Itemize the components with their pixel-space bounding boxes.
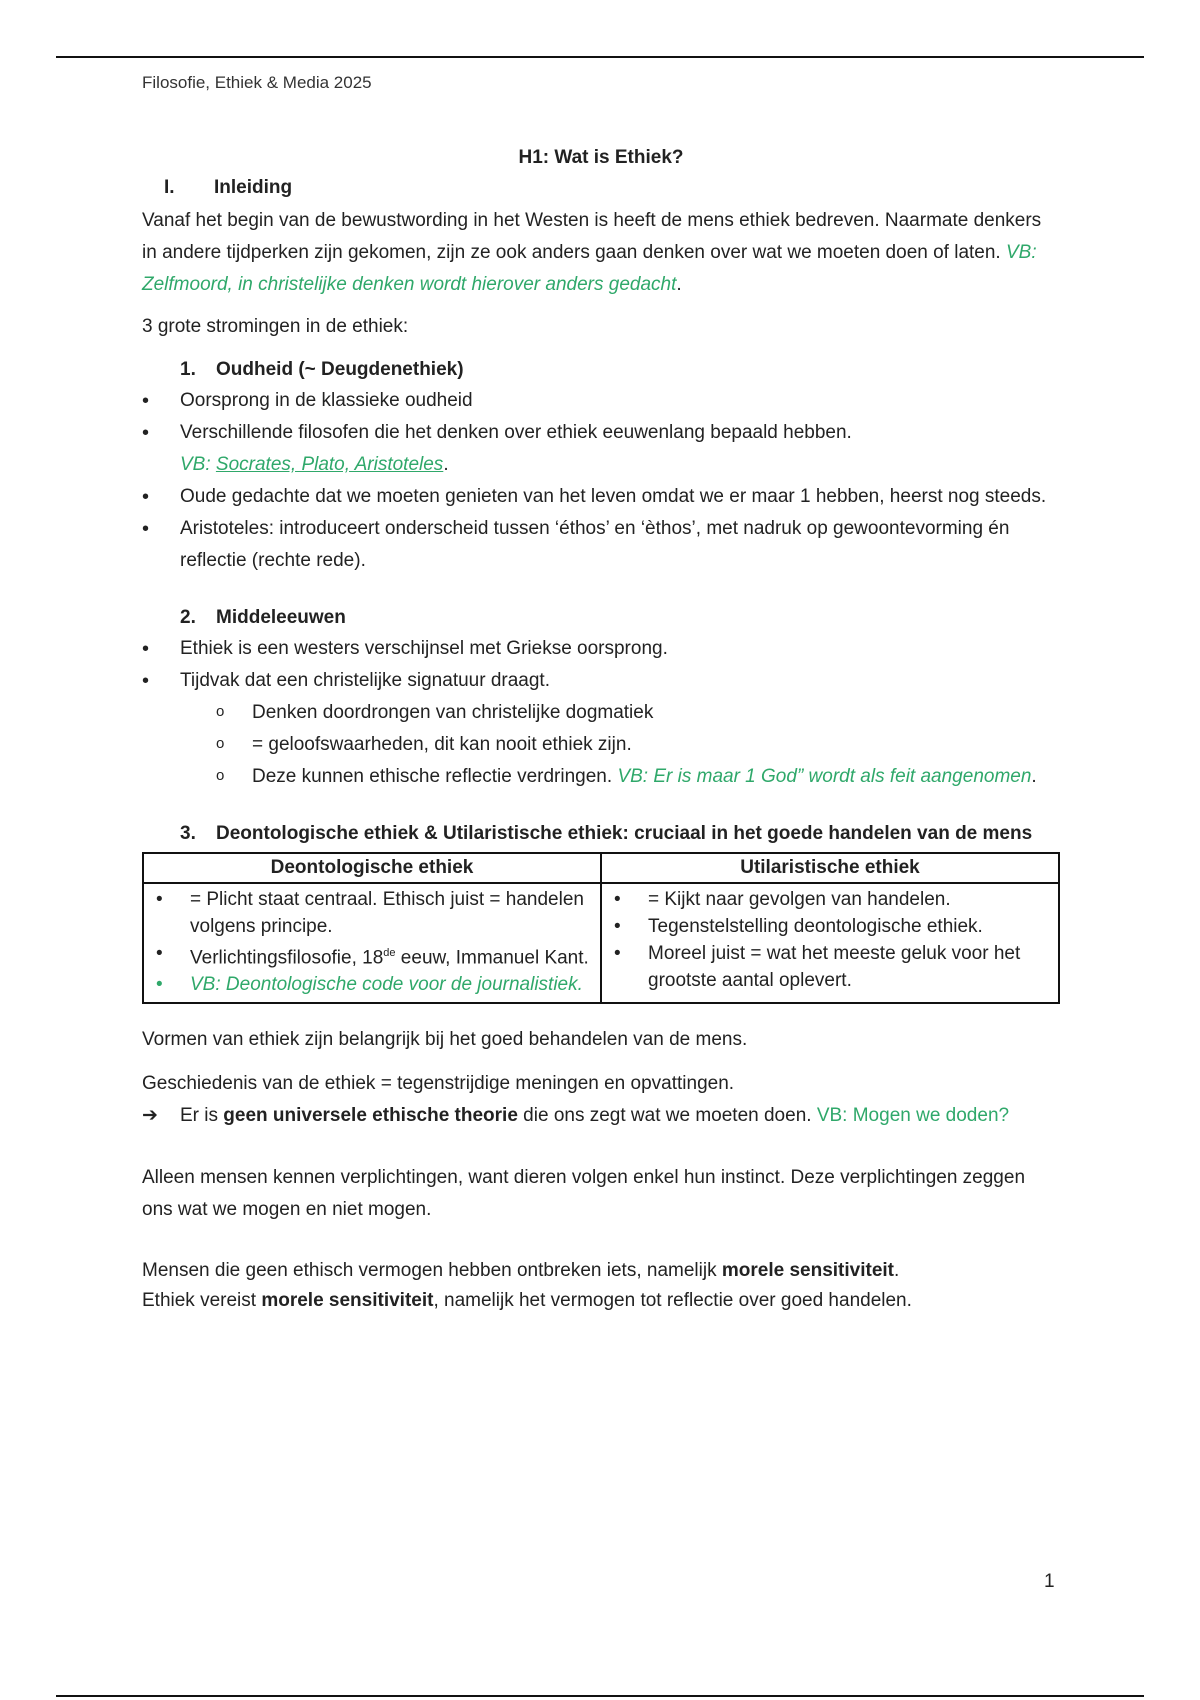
journalism-example: VB: Deontologische code voor de journalistiek. bbox=[190, 974, 583, 996]
sub-list-item bbox=[142, 761, 1060, 793]
arrow-text: Er is bbox=[180, 1105, 224, 1127]
document-body bbox=[142, 145, 1060, 1316]
utilitarian-cell bbox=[601, 883, 1059, 1003]
list-item-end: . bbox=[443, 454, 449, 475]
obligations-paragraph: Alleen mensen kennen verplichtingen, want dieren volgen enkel hun instinct. Deze verplichtingen zeggen ons wat we mogen en niet mogen. bbox=[142, 1167, 1026, 1221]
running-header: Filosofie, Ethiek & Media 2025 bbox=[142, 73, 372, 92]
footer-rule bbox=[56, 1695, 1144, 1697]
sensitivity-text: . bbox=[894, 1260, 900, 1282]
sensitivity-bold: morele sensitiviteit bbox=[261, 1290, 434, 1312]
sensitivity-text: Mensen die geen ethisch vermogen hebben ontbreken iets, namelijk bbox=[142, 1260, 722, 1282]
table-item-text: Verlichtingsfilosofie, 18 bbox=[190, 947, 384, 969]
conclusion-arrow-line bbox=[142, 1100, 1060, 1132]
list-item bbox=[142, 417, 1060, 481]
history-paragraph: Geschiedenis van de ethiek = tegenstrijdige meningen en opvattingen. bbox=[142, 1073, 735, 1095]
list-item: • Oude gedachte dat we moeten genieten van het leven omdat we er maar 1 hebben, heerst nog steeds. bbox=[142, 481, 1060, 513]
current-3-heading bbox=[142, 819, 1060, 848]
intro-text: Vanaf het begin van de bewustwording in het Westen is heeft de mens ethiek bedreven. Naarmate denkers in andere tijdperken zijn gekomen, zijn ze ook anders gaan denken over wat we moeten doen of laten. bbox=[142, 210, 1042, 263]
current-1-list bbox=[142, 385, 1060, 577]
intro-end: . bbox=[676, 274, 682, 295]
chapter-title: H1: Wat is Ethiek? bbox=[518, 147, 684, 168]
table-header-utilitarian: Utilaristische ethiek bbox=[601, 853, 1059, 883]
sub-list-item: o = geloofswaarheden, dit kan nooit ethiek zijn. bbox=[142, 729, 1060, 761]
current-2-list bbox=[142, 633, 1060, 697]
sensitivity-text: Ethiek vereist bbox=[142, 1290, 262, 1312]
table-list-item: • = Kijkt naar gevolgen van handelen. bbox=[606, 886, 1054, 913]
intro-paragraph bbox=[142, 205, 1060, 301]
table-item-text: eeuw, Immanuel Kant. bbox=[395, 947, 589, 969]
current-2-number: 2. bbox=[180, 607, 196, 628]
table-list-item bbox=[148, 940, 596, 971]
current-1-number: 1. bbox=[180, 359, 196, 380]
table-list-item: • Tegenstelstelling deontologische ethiek. bbox=[606, 913, 1054, 940]
deontological-cell bbox=[143, 883, 601, 1003]
current-3-title: Deontologische ethiek & Utilaristische ethiek: cruciaal in het goede handelen van de mens bbox=[216, 823, 1033, 844]
list-item: • Ethiek is een westers verschijnsel met Griekse oorsprong. bbox=[142, 633, 1060, 665]
arrow-bold-text: geen universele ethische theorie bbox=[223, 1105, 518, 1127]
sensitivity-bold: morele sensitiviteit bbox=[721, 1260, 894, 1282]
list-item: • Oorsprong in de klassieke oudheid bbox=[142, 385, 1060, 417]
ordinal-superscript: de bbox=[383, 947, 396, 959]
sensitivity-paragraph bbox=[142, 1256, 1060, 1316]
current-1-heading bbox=[142, 355, 1060, 385]
forms-paragraph: Vormen van ethiek zijn belangrijk bij het goed behandelen van de mens. bbox=[142, 1029, 748, 1051]
current-2-sublist bbox=[142, 697, 1060, 793]
sub-list-item: o Denken doordrongen van christelijke dogmatiek bbox=[142, 697, 1060, 729]
ethics-comparison-table bbox=[142, 852, 1060, 1004]
list-item-text: Tijdvak dat een christelijke signatuur draagt. bbox=[180, 670, 550, 691]
current-2-heading bbox=[142, 603, 1060, 633]
table-list-item: • Moreel juist = wat het meeste geluk voor het grootste aantal oplevert. bbox=[606, 940, 1054, 994]
currents-intro: 3 grote stromingen in de ethiek: bbox=[142, 316, 409, 337]
arrow-icon: ➔ bbox=[142, 1105, 158, 1127]
table-list-item: • = Plicht staat centraal. Ethisch juist = handelen volgens principe. bbox=[148, 886, 596, 940]
arrow-text: die ons zegt wat we moeten doen. bbox=[517, 1105, 817, 1127]
section-title: Inleiding bbox=[214, 177, 293, 198]
header-rule bbox=[56, 56, 1144, 58]
section-heading-inleiding bbox=[164, 173, 1060, 203]
killing-example: VB: Mogen we doden? bbox=[816, 1105, 1010, 1127]
current-2-title: Middeleeuwen bbox=[216, 607, 346, 628]
sub-list-text: Deze kunnen ethische reflectie verdringen. bbox=[252, 766, 618, 787]
current-1-title: Oudheid (~ Deugdenethiek) bbox=[216, 359, 464, 380]
section-number: I. bbox=[164, 177, 175, 198]
current-3-number: 3. bbox=[180, 823, 196, 844]
example-prefix: VB: bbox=[180, 454, 216, 475]
philosophers-example bbox=[180, 454, 443, 475]
intro-example: VB: Zelfmoord, in christelijke denken wordt hierover anders gedacht bbox=[142, 242, 1037, 295]
page-number: 1 bbox=[1044, 1571, 1055, 1592]
list-item-text: Verschillende filosofen die het denken over ethiek eeuwenlang bepaald hebben. bbox=[180, 422, 852, 443]
philosopher-names: Socrates, Plato, Aristoteles bbox=[215, 454, 444, 475]
list-item bbox=[142, 665, 1060, 697]
sub-list-end: . bbox=[1031, 766, 1037, 787]
sensitivity-text: , namelijk het vermogen tot reflectie over goed handelen. bbox=[433, 1290, 912, 1312]
list-item: • Aristoteles: introduceert onderscheid tussen ‘éthos’ en ‘èthos’, met nadruk op gewoontevorming én reflectie (rechte rede). bbox=[142, 513, 1060, 577]
god-example: VB: Er is maar 1 God” wordt als feit aangenomen bbox=[617, 766, 1032, 787]
table-header-deontological: Deontologische ethiek bbox=[143, 853, 601, 883]
table-list-item bbox=[148, 971, 596, 998]
